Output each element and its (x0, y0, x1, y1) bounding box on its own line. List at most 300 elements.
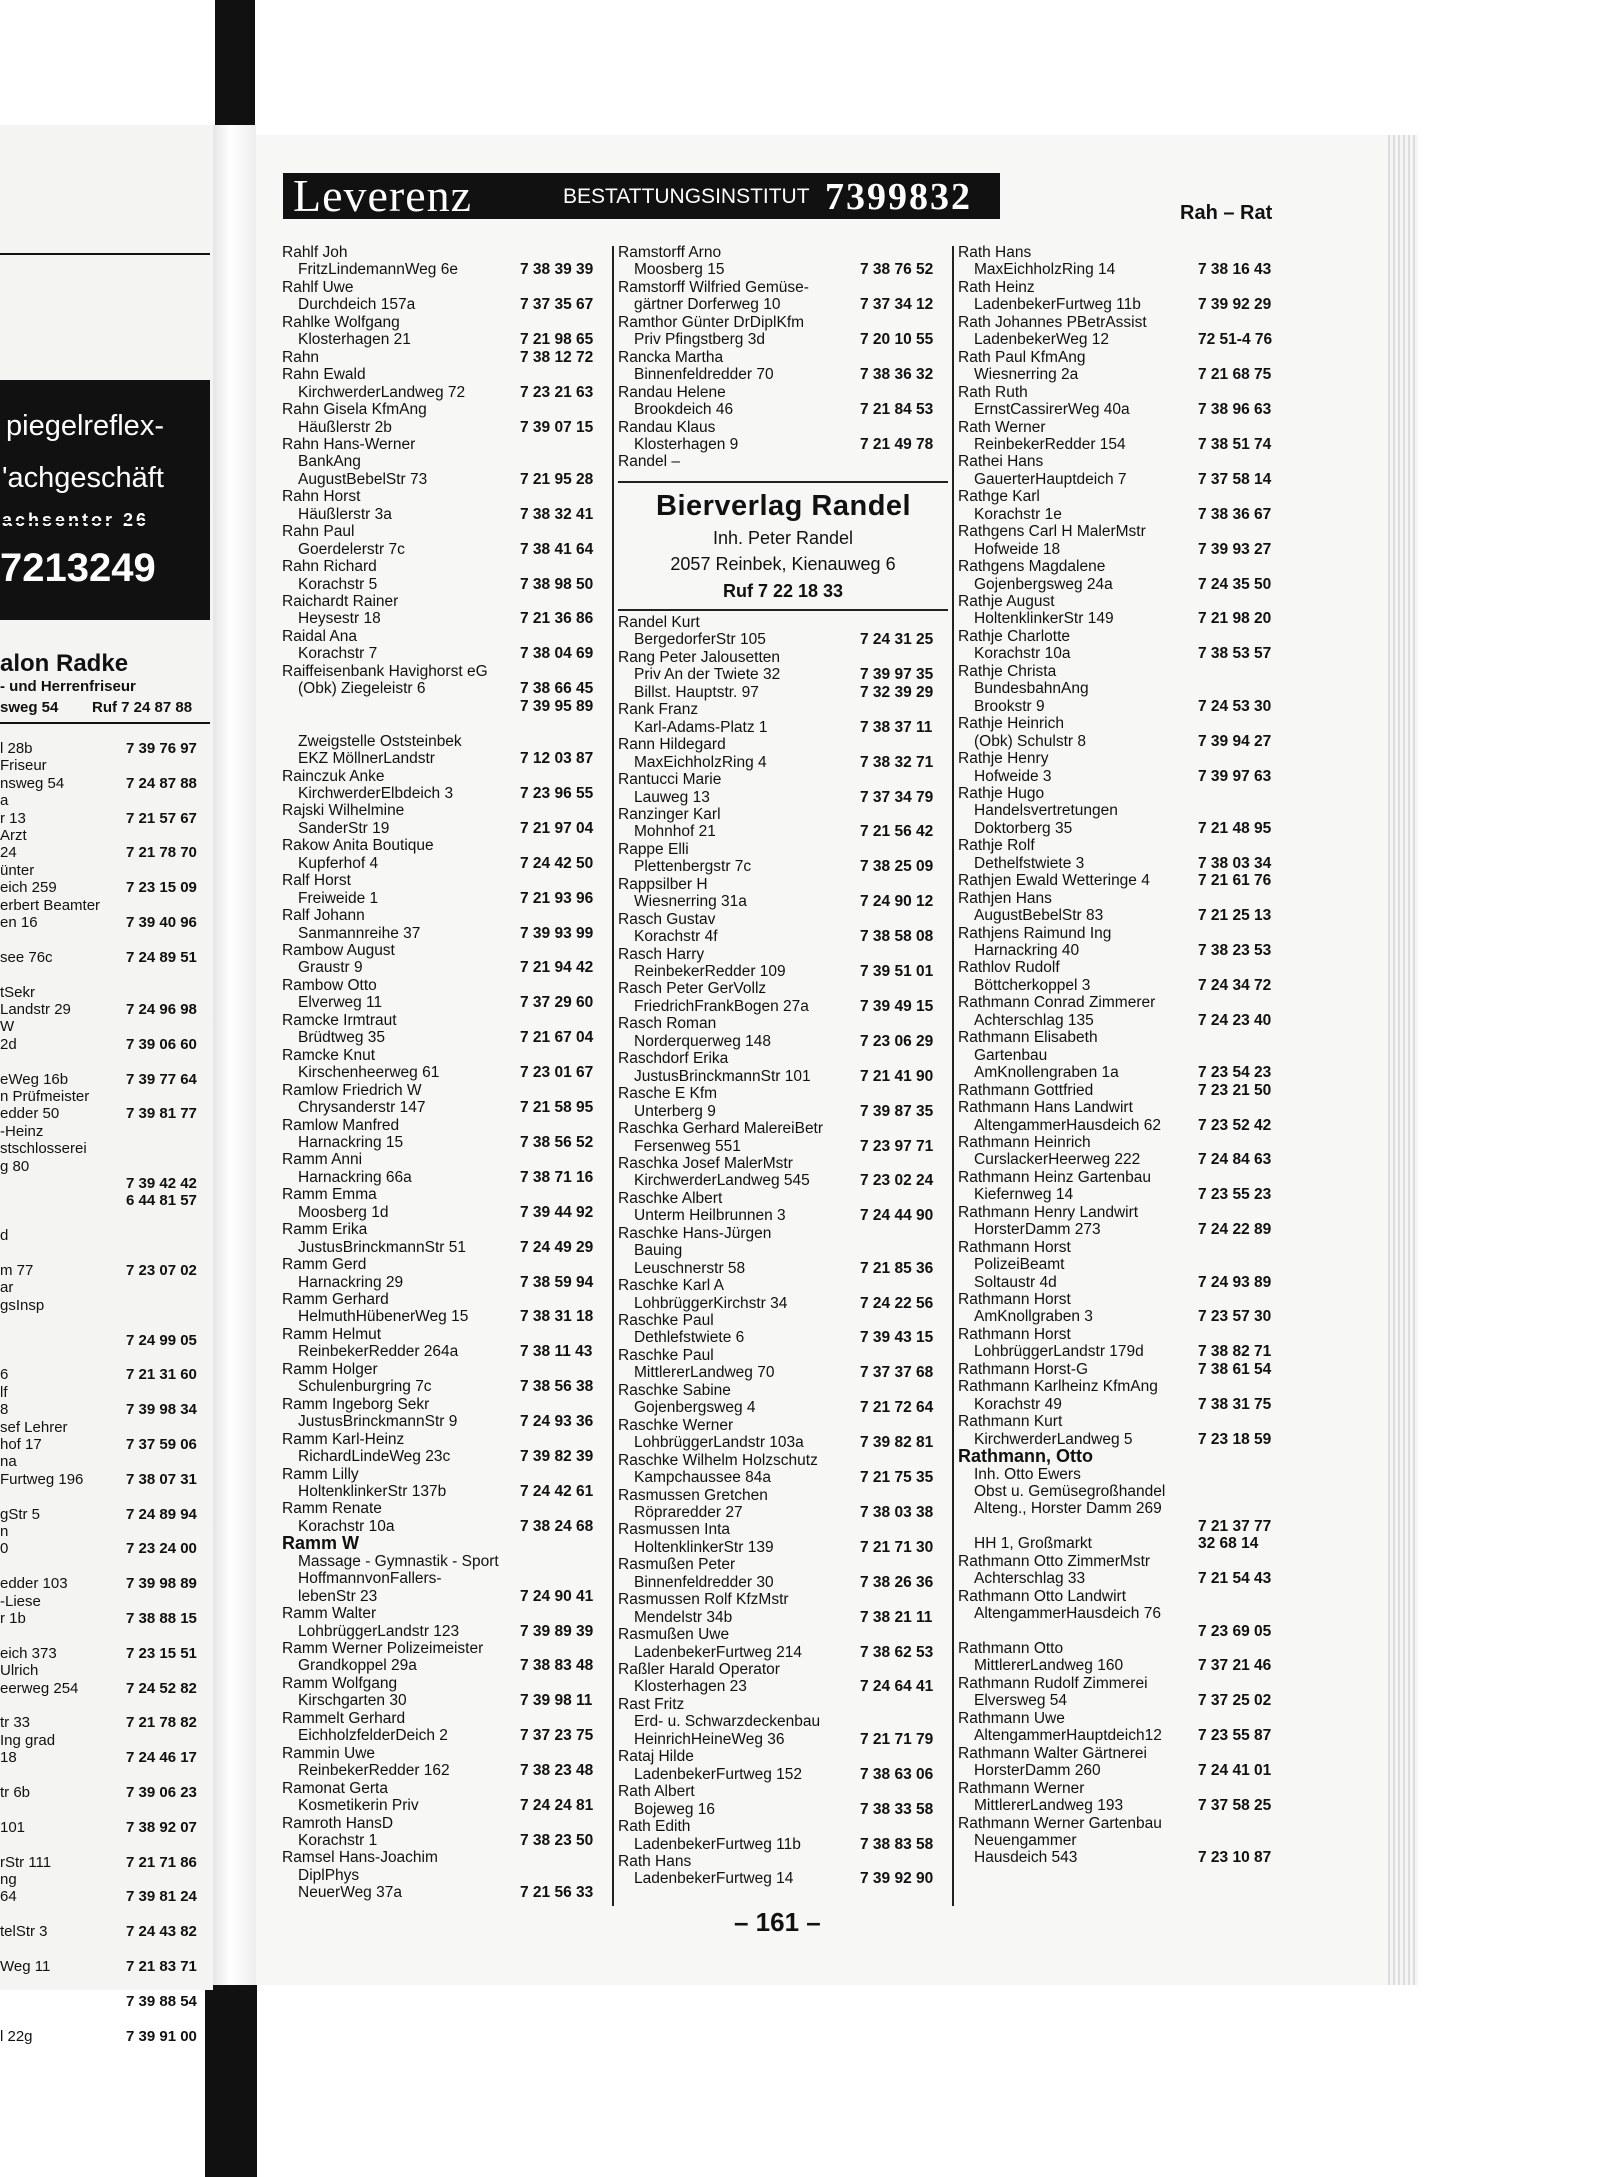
directory-entry (282, 331, 594, 349)
entry-text: FritzLindemannWeg 6e (298, 261, 458, 279)
phone-number: 7 38 61 54 (1198, 1360, 1272, 1378)
phone-number: 7 23 06 29 (860, 1032, 934, 1050)
left-listing-text: W (0, 1018, 15, 1036)
directory-entry (958, 1378, 1158, 1395)
entry-text: Rataj Hilde (618, 1748, 694, 1766)
left-listing-number: 7 39 88 54 (126, 1992, 197, 2010)
directory-entry (618, 1399, 934, 1417)
phone-number: 7 38 62 53 (860, 1643, 934, 1661)
entry-text: Rathje Heinrich (958, 715, 1064, 733)
left-listing-number: 7 23 24 00 (126, 1540, 197, 1558)
entry-text: Ramm Ingeborg Sekr (282, 1395, 430, 1413)
phone-number: 7 39 93 99 (520, 924, 594, 942)
phone-number: 7 38 23 53 (1198, 942, 1272, 959)
directory-entry (958, 1832, 1077, 1849)
entry-text: LohbrüggerLandstr 179d (974, 1343, 1144, 1361)
phone-number: 7 32 39 29 (860, 683, 934, 701)
directory-entry (958, 1500, 1162, 1517)
entry-text: Ramthor Günter DrDiplKfm (618, 313, 805, 331)
entry-text: MaxEichholzRing 4 (634, 753, 767, 771)
entry-text: Korachstr 10a (298, 1517, 395, 1535)
directory-entry (618, 1573, 934, 1591)
entry-text: Randel – (618, 453, 681, 471)
entry-text: Korachstr 1 (298, 1831, 378, 1849)
directory-entry (282, 819, 594, 837)
entry-text: Rambow Otto (282, 976, 377, 994)
entry-text: Karl-Adams-Platz 1 (634, 718, 768, 736)
left-listing-number: 7 23 07 02 (126, 1262, 197, 1279)
phone-number: 7 38 37 11 (860, 718, 933, 736)
directory-entry (282, 488, 360, 505)
directory-entry (282, 575, 594, 593)
phone-number: 7 38 82 71 (1198, 1343, 1272, 1361)
directory-entry (958, 1815, 1162, 1832)
phone-number: 7 23 10 87 (1198, 1849, 1272, 1867)
left-listing-text: d (0, 1227, 9, 1245)
entry-text: Rathmann Horst (958, 1238, 1071, 1256)
entry-text: Rahlke Wolfgang (282, 313, 400, 331)
entry-text: Gojenbergsweg 24a (974, 575, 1113, 593)
entry-text: Ramm Gerhard (282, 1291, 389, 1308)
directory-entry (958, 1692, 1272, 1710)
entry-text: HoltenklinkerStr 139 (634, 1538, 774, 1556)
left-listing-number: 7 39 06 60 (126, 1035, 197, 1053)
entry-text: Rath Johannes PBetrAssist (958, 313, 1147, 331)
directory-entry (282, 1396, 429, 1413)
phone-number: 7 38 53 57 (1198, 645, 1272, 663)
entry-text: Rath Albert (618, 1783, 695, 1801)
phone-number: 7 39 97 35 (860, 666, 934, 684)
phone-number: 7 23 57 30 (1198, 1308, 1272, 1326)
directory-entry (282, 540, 594, 558)
entry-text: Rathmann, Otto (958, 1446, 1093, 1467)
entry-text: Ramm Lilly (282, 1465, 359, 1483)
entry-text: Elversweg 54 (974, 1692, 1068, 1710)
directory-entry (282, 1151, 362, 1168)
directory-entry (958, 1483, 1165, 1500)
directory-entry (958, 558, 1105, 575)
directory-entry (958, 1081, 1272, 1099)
directory-entry (618, 980, 766, 997)
left-listing-number: 7 39 98 89 (126, 1575, 197, 1593)
entry-text: HorsterDamm 273 (974, 1221, 1101, 1239)
entry-text: LadenbekerFurtweg 14 (634, 1870, 794, 1888)
directory-entry (618, 1556, 735, 1573)
entry-text: MittlererLandweg 160 (974, 1657, 1124, 1675)
phone-number: 7 21 37 77 (1198, 1517, 1272, 1535)
entry-text: ErnstCassirerWeg 40a (974, 401, 1130, 419)
phone-number: 7 37 58 25 (1198, 1797, 1272, 1815)
directory-entry (958, 1308, 1272, 1326)
directory-entry (618, 1678, 934, 1696)
directory-entry (958, 349, 1086, 366)
left-listing-number: 7 21 78 82 (126, 1714, 197, 1732)
directory-entry (618, 1452, 818, 1469)
phone-number: 7 24 93 89 (1198, 1273, 1272, 1291)
directory-entry (282, 977, 377, 994)
directory-entry (282, 837, 434, 854)
entry-text: Rathmann Henry Landwirt (958, 1203, 1139, 1221)
institute-label: BESTATTUNGSINSTITUT (563, 185, 810, 208)
directory-entry (282, 1431, 404, 1448)
entry-text: LadenbekerFurtweg 152 (634, 1765, 803, 1783)
phone-number: 72 51-4 76 (1198, 331, 1273, 349)
phone-number: 7 21 61 76 (1198, 872, 1272, 890)
directory-entry (618, 1870, 934, 1888)
directory-entry (958, 854, 1272, 872)
directory-entry (282, 314, 400, 331)
phone-number: 7 38 36 67 (1198, 505, 1272, 523)
entry-text: Wiesnerring 2a (974, 366, 1079, 384)
leverenz-ad-banner (283, 170, 1000, 221)
box-bottom-rule (618, 609, 948, 611)
entry-text: BergedorferStr 105 (634, 631, 766, 649)
entry-text: Ramm Helmut (282, 1325, 382, 1343)
entry-text: Rahlf Joh (282, 244, 348, 261)
entry-text: Rancka Martha (618, 348, 724, 366)
entry-text: Rathmann Gottfried (958, 1081, 1094, 1099)
entry-text: AltengammerHausdeich 76 (974, 1605, 1161, 1623)
entry-text: Rajski Wilhelmine (282, 802, 405, 820)
phone-number: 7 38 32 71 (860, 753, 934, 771)
directory-entry (282, 959, 594, 977)
directory-entry (282, 1640, 483, 1657)
phone-number: 7 38 59 94 (520, 1273, 594, 1291)
entry-text: Ramm Karl-Heinz (282, 1430, 405, 1448)
directory-entry (618, 753, 934, 771)
directory-entry (618, 1713, 820, 1730)
left-listing-text: n (0, 1523, 9, 1540)
directory-entry (282, 1657, 594, 1675)
phone-number: 7 24 90 41 (520, 1587, 594, 1605)
phone-number: 7 24 22 56 (860, 1294, 934, 1312)
directory-entry (618, 1818, 690, 1835)
directory-entry (282, 1849, 438, 1866)
entry-text: MittlererLandweg 193 (974, 1797, 1124, 1815)
entry-text: HeinrichHeineWeg 36 (634, 1730, 785, 1748)
entry-text: Norderquerweg 148 (634, 1032, 772, 1050)
box-owner: Inh. Peter Randel (712, 528, 854, 548)
directory-entry (282, 924, 594, 942)
left-listing-number: 7 24 99 05 (126, 1331, 197, 1349)
left-listing-number: 7 39 06 23 (126, 1784, 197, 1801)
left-listing-text: 64 (0, 1888, 17, 1906)
brand-name: Leverenz (293, 170, 473, 221)
directory-entry (282, 1413, 594, 1431)
phone-number: 7 21 56 33 (520, 1884, 594, 1902)
left-listing-number: 7 38 07 31 (126, 1470, 197, 1488)
directory-entry (958, 872, 1272, 890)
entry-text: Korachstr 1e (974, 505, 1062, 523)
entry-text: BundesbahnAng (974, 680, 1089, 698)
phone-number: 7 37 25 02 (1198, 1692, 1272, 1710)
entry-text: Moosberg 1d (298, 1203, 389, 1221)
entry-text: Klosterhagen 9 (634, 435, 739, 453)
directory-entry (618, 1050, 728, 1067)
left-listing-text: -Liese (0, 1592, 41, 1610)
directory-entry (958, 593, 1055, 610)
entry-text: Rasmussen Rolf KfzMstr (618, 1591, 789, 1609)
directory-entry (282, 1238, 594, 1256)
entry-text: AmKnollgraben 3 (974, 1308, 1093, 1326)
directory-entry (618, 1608, 933, 1626)
directory-entry (958, 1011, 1272, 1029)
directory-entry (618, 701, 698, 718)
phone-number: 7 38 11 43 (520, 1343, 593, 1361)
directory-entry (618, 244, 721, 261)
entry-text: Leuschnerstr 58 (634, 1259, 746, 1277)
directory-entry (958, 575, 1272, 593)
left-listing-text: lf (0, 1383, 8, 1401)
phone-number: 7 38 23 50 (520, 1831, 594, 1849)
box-phone: Ruf 7 22 18 33 (722, 581, 844, 601)
directory-entry (958, 244, 1031, 261)
directory-entry (282, 1326, 381, 1343)
entry-text: Rath Heinz (958, 278, 1035, 296)
entry-text: Raschka Josef MalerMstr (618, 1154, 793, 1172)
directory-entry (958, 505, 1272, 523)
ad-line-1: piegelreflex- (6, 410, 164, 442)
phone-number: 7 38 83 58 (860, 1835, 934, 1853)
left-listing-text: eerweg 254 (0, 1679, 79, 1697)
phone-number: 7 23 97 71 (860, 1137, 934, 1155)
page-number: – 161 – (734, 1907, 821, 1937)
entry-text: Hofweide 3 (974, 767, 1052, 785)
entry-text: Raschke Hans-Jürgen (618, 1224, 772, 1242)
entry-text: Rathgens Magdalene (958, 558, 1106, 576)
phone-number: 7 38 39 39 (520, 261, 594, 279)
left-listing-text: n Prüfmeister (0, 1088, 90, 1105)
left-listing-number: 7 39 81 77 (126, 1105, 197, 1123)
entry-text: Harnackring 15 (298, 1133, 404, 1151)
directory-entry (958, 1605, 1161, 1622)
left-listing-number: 7 21 71 86 (126, 1853, 197, 1871)
entry-text: Ramm Anni (282, 1151, 363, 1169)
phone-number: 7 38 25 09 (860, 858, 934, 876)
salon-name: alon Radke (0, 650, 129, 677)
entry-text: Raschke Karl A (618, 1277, 724, 1295)
entry-text: Freiweide 1 (298, 889, 379, 907)
box-title: Bierverlag Randel (656, 490, 912, 522)
left-listing-text: gStr 5 (0, 1505, 41, 1523)
directory-entry (618, 1102, 934, 1120)
entry-text: PolizeiBeamt (974, 1256, 1065, 1274)
directory-entry (282, 1273, 594, 1291)
entry-text: Unterberg 9 (634, 1102, 716, 1120)
divider (0, 722, 210, 724)
directory-entry (958, 435, 1272, 453)
entry-text: Dethelfstwiete 3 (974, 854, 1085, 872)
left-listing-number: 7 24 52 82 (126, 1679, 197, 1697)
directory-entry (618, 401, 934, 419)
left-listing-text: Weg 11 (0, 1958, 51, 1975)
entry-text: Binnenfeldredder 30 (634, 1573, 774, 1591)
left-listing-number: 7 21 83 71 (126, 1958, 197, 1975)
directory-entry (958, 1466, 1081, 1483)
phone-number: 7 38 03 38 (860, 1503, 934, 1521)
entry-text: Rathje Hugo (958, 784, 1045, 802)
entry-text: Rappe Elli (618, 840, 689, 858)
directory-entry (618, 1207, 934, 1225)
phone-number: 7 24 31 25 (860, 631, 934, 649)
directory-entry (618, 1294, 934, 1312)
directory-entry (618, 314, 804, 331)
phone-number: 7 38 03 34 (1198, 854, 1272, 872)
entry-text: Harnackring 66a (298, 1168, 412, 1186)
entry-text: HorsterDamm 260 (974, 1762, 1101, 1780)
phone-number: 7 23 96 55 (520, 784, 594, 802)
entry-text: Obst u. Gemüsegroßhandel (974, 1482, 1166, 1500)
entry-text: Alteng., Horster Damm 269 (974, 1500, 1162, 1518)
entry-text: Rath Paul KfmAng (958, 348, 1086, 366)
entry-text: FriedrichFrankBogen 27a (634, 997, 809, 1015)
directory-entry (282, 593, 398, 610)
phone-number: 7 39 49 15 (860, 997, 934, 1015)
left-listing-text: l 22g (0, 2027, 33, 2045)
entry-text: Rath Hans (958, 244, 1032, 261)
left-listing-text: hof 17 (0, 1436, 42, 1453)
directory-entry (958, 680, 1089, 697)
phone-number: 7 24 24 81 (520, 1797, 594, 1815)
directory-entry (958, 1099, 1133, 1116)
left-listing-text: -Heinz (0, 1122, 44, 1140)
phone-number: 7 37 35 67 (520, 296, 594, 314)
directory-entry (282, 558, 377, 575)
entry-text: Rathmann Rudolf Zimmerei (958, 1674, 1148, 1692)
entry-text: Korachstr 5 (298, 575, 378, 593)
phone-number: 7 23 21 63 (520, 383, 594, 401)
directory-entry (958, 540, 1272, 558)
directory-entry (282, 1692, 593, 1710)
directory-entry (618, 1503, 934, 1521)
directory-entry (282, 436, 415, 453)
directory-entry (282, 733, 462, 750)
directory-entry (282, 1605, 376, 1622)
directory-entry (618, 736, 726, 753)
phone-number: 7 38 24 68 (520, 1517, 594, 1535)
entry-text: Rahn Ewald (282, 366, 366, 384)
entry-text: Ramm W (282, 1533, 360, 1554)
entry-text: HoltenklinkerStr 149 (974, 610, 1114, 628)
entry-text: Rathmann Horst-G (958, 1360, 1089, 1378)
directory-entry (618, 1643, 934, 1661)
entry-text: Böttcherkoppel 3 (974, 976, 1091, 994)
phone-number: 7 23 21 50 (1198, 1081, 1272, 1099)
directory-entry (282, 1291, 389, 1308)
phone-number: 7 39 92 29 (1198, 296, 1272, 314)
entry-text: KirchwerderLandweg 72 (298, 383, 466, 401)
left-listing-number: 7 21 57 67 (126, 809, 197, 827)
phone-number: 7 21 25 13 (1198, 907, 1272, 925)
entry-text: KirchwerderLandweg 5 (974, 1430, 1133, 1448)
entry-text: Ramm Gerd (282, 1256, 367, 1274)
directory-entry (958, 610, 1272, 628)
directory-entry (282, 505, 594, 523)
left-listing-text: 6 (0, 1366, 9, 1384)
left-listing-number: 7 38 92 07 (126, 1818, 197, 1836)
directory-entry (618, 1765, 934, 1783)
phone-number: 7 39 94 27 (1198, 732, 1272, 750)
directory-entry (282, 802, 404, 819)
phone-number: 7 38 32 41 (520, 505, 594, 523)
entry-text: Achterschlag 33 (974, 1570, 1086, 1588)
directory-entry (282, 1343, 593, 1361)
directory-entry (282, 1378, 594, 1396)
directory-entry (282, 1831, 594, 1849)
entry-text: Rathmann Kurt (958, 1413, 1063, 1431)
directory-entry (958, 453, 1043, 470)
directory-entry (282, 348, 594, 366)
directory-entry (282, 1535, 359, 1552)
directory-entry (282, 1186, 377, 1203)
entry-text: Häußlerstr 2b (298, 418, 392, 436)
left-listing-number: 7 24 96 98 (126, 1001, 197, 1018)
phone-number: 7 23 54 23 (1198, 1064, 1272, 1082)
directory-entry (618, 1364, 934, 1382)
directory-entry (618, 946, 704, 963)
entry-text: Goerdelerstr 7c (298, 540, 405, 558)
entry-text: Kampchaussee 84a (634, 1469, 772, 1487)
entry-text: Ramstorff Wilfried Gemüse- (618, 278, 809, 296)
entry-text: Raschke Sabine (618, 1381, 731, 1399)
entry-text: Korachstr 10a (974, 645, 1071, 663)
phone-number: 7 38 23 48 (520, 1762, 594, 1780)
directory-entry (618, 1225, 771, 1242)
phone-number: 7 39 43 15 (860, 1329, 934, 1347)
directory-entry (282, 1448, 594, 1466)
entry-text: Brookstr 9 (974, 697, 1045, 715)
directory-entry (958, 697, 1272, 715)
entry-text: ReinbekerRedder 264a (298, 1343, 459, 1361)
entry-text: Raschke Albert (618, 1189, 723, 1207)
entry-text: ReinbekerRedder 109 (634, 963, 786, 980)
entry-text: Kirschgarten 30 (298, 1692, 407, 1710)
directory-entry (282, 1675, 397, 1692)
directory-entry (618, 1800, 934, 1818)
entry-text: Binnenfeldredder 70 (634, 366, 774, 384)
entry-text: Rasch Peter GerVollz (618, 980, 767, 998)
directory-entry (618, 1748, 694, 1765)
directory-entry (958, 785, 1044, 802)
entry-text: Rahn (282, 348, 320, 366)
directory-entry (958, 1239, 1071, 1256)
directory-entry (958, 994, 1155, 1011)
entry-text: Randau Helene (618, 383, 726, 401)
entry-text: Ramm Walter (282, 1605, 377, 1623)
entry-text: NeuerWeg 37a (298, 1884, 402, 1902)
phone-number: 7 37 21 46 (1198, 1657, 1272, 1675)
phone-number: 7 21 85 36 (860, 1259, 934, 1277)
left-listing-text: na (0, 1453, 17, 1471)
left-listing-text: tSekr (0, 983, 36, 1001)
entry-text: Rathje August (958, 593, 1055, 610)
directory-entry (958, 1064, 1272, 1082)
entry-text: Rathmann Conrad Zimmerer (958, 994, 1156, 1012)
directory-entry (958, 1047, 1047, 1064)
entry-text: Rathmann Horst (958, 1325, 1071, 1343)
phone-number: 7 38 66 45 (520, 680, 594, 698)
phone-number: 7 37 37 68 (860, 1364, 934, 1382)
entry-text: Hofweide 18 (974, 540, 1061, 558)
entry-text: Rathje Rolf (958, 837, 1035, 855)
left-listing-text: 101 (0, 1818, 26, 1836)
entry-text: Rathei Hans (958, 453, 1044, 471)
entry-text: Rathje Henry (958, 750, 1049, 768)
entry-text: Raßler Harald Operator (618, 1661, 780, 1678)
directory-entry (282, 1622, 594, 1640)
entry-text: Bojeweg 16 (634, 1800, 716, 1818)
entry-text: Raschdorf Erika (618, 1050, 729, 1068)
